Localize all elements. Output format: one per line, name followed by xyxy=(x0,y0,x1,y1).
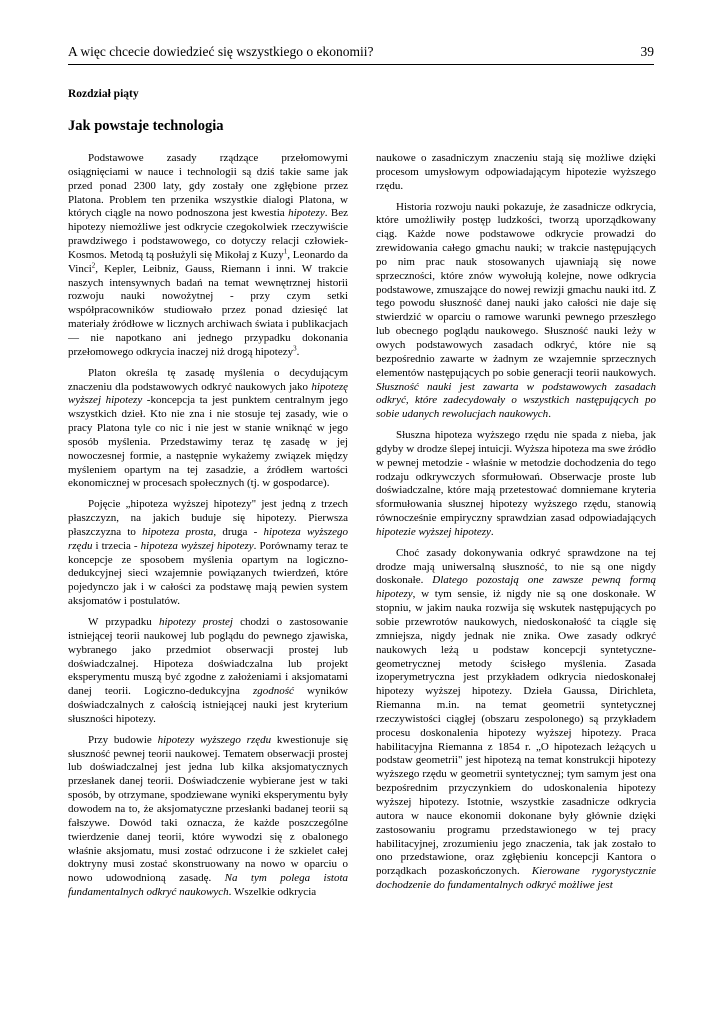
paragraph-text: , druga - xyxy=(213,525,264,538)
paragraph-text: -koncepcja ta jest punktem centralnym jego wszystkich dzieł. Kto nie zna i nie stosuje tej zasady, wie o pracy Platona tyle co nic i nie jest w stanie wniknąć w jego sposób myślenia. Przedstawimy teraz tę zasadę w jej nowoczesnej formie, a następnie wykażemy związek między myśleniem opartym na tej zasadzie, a źródłem wartości ekonomicznej w procesach społecznych (tj. w gospodarce). xyxy=(68,394,348,490)
emphasis-text: hipotezy xyxy=(288,207,325,220)
running-header-title: A więc chcecie dowiedzieć się wszystkiego o ekonomii? xyxy=(68,44,374,59)
emphasis-text: Dlatego pozostają one zawsze pewną formą hipotezy xyxy=(376,574,656,601)
paragraph-text: . xyxy=(548,408,551,421)
emphasis-text: hipoteza wyższej hipotezy xyxy=(140,539,254,552)
paragraph xyxy=(376,429,656,540)
paragraph-text: Podstawowe zasady rządzące przełomowymi osiągnięciami w nauce i technologii są dziś takie same jak przed ponad 2300 laty, gdy zostały one zgłębione przez Platona. Problem ten przenika wszystkie dialogi Platona, w których ciągle na nowo podnoszona jest kwestia xyxy=(68,152,348,220)
chapter-label: Rozdział piąty xyxy=(68,88,139,100)
footnote-ref: 2 xyxy=(91,261,96,270)
paragraph-text: , Leonardo da Vinci xyxy=(68,248,348,275)
paragraph-text: Przy budowie xyxy=(88,733,158,746)
paragraph xyxy=(68,152,348,360)
paragraph xyxy=(376,201,656,423)
footnote-ref: 1 xyxy=(283,247,288,256)
emphasis-text: hipotezy prostej xyxy=(158,616,233,628)
left-column xyxy=(68,152,348,952)
paragraph xyxy=(68,734,348,900)
paragraph-text: . Bez hipotezy niemożliwe jest odkrycie czegokolwiek rzeczywiście prawdziwego i podstawowego, co dotyczy relacji człowiek-Kosmos. Metodą tą posłużyli się Mikołaj z Kuzy xyxy=(68,207,348,261)
paragraph xyxy=(68,616,348,727)
emphasis-text: Słuszność nauki jest zawarta w podstawowych zasadach odkryć, które zadecydowały o wszystkich następujących po sobie udanych rewolucjach naukowych xyxy=(376,380,656,421)
footnote-ref: 3 xyxy=(293,344,297,353)
emphasis-text: hipotezę wyższej hipotezy xyxy=(68,380,348,407)
paragraph-text: chodzi o zastosowanie istniejącej teorii naukowej lub poglądu do pewnego zjawiska, wybranego jako przedmiot obserwacji prostej lub doświadczalnej. Hipoteza doświadczalna lub projekt eksperymentu muszą być zgodne z założeniami i aksjomatami danej teorii. Logiczno-dedukcyjna xyxy=(68,616,348,698)
paragraph-text: Pojęcie „hipoteza wyższej hipotezy" jest jedną z trzech płaszczyzn, na jakich buduje się hipotezy. Pierwsza płaszczyzna to xyxy=(68,498,348,538)
paragraph-text: naukowe o zasadniczym znaczeniu stają się możliwe dzięki procesom umysłowym odpowiadającym hipotezie wyższego rzędu. xyxy=(376,152,656,192)
paragraph-text: . xyxy=(490,525,494,538)
paragraph-text: . Wszelkie odkrycia xyxy=(228,886,317,899)
paragraph-text: wyników doświadczalnych z całością istniejącej nauki jest kryterium słuszności hipotezy. xyxy=(68,685,348,725)
paragraph xyxy=(68,367,348,492)
emphasis-text: hipotezie wyższej hipotezy xyxy=(376,525,491,538)
paragraph-text: W przypadku xyxy=(88,616,159,628)
paragraph xyxy=(376,152,656,194)
emphasis-text: hipotezy wyższego rzędu xyxy=(157,733,272,746)
paragraph-text: Słuszna hipoteza wyższego rzędu nie spada z nieba, jak gdyby w drodze ślepej intuicji. Wyższa hipoteza ma swe źródło w pewnej metodzie - właśnie w metodzie dochodzenia do tego rodzaju odkrywczych sformułowań. Obserwacje proste lub doświadczalne, które mają przetestować domniemane kryteria sformułowania słusznej hipotezy wyższego rzędu, stanowią równocześnie empiryczny sprawdzian zasad odpowiadających xyxy=(376,429,656,525)
paragraph-text: . xyxy=(296,345,300,358)
body-text xyxy=(68,152,656,952)
paragraph-text: i trzecia - xyxy=(92,539,141,552)
paragraph xyxy=(376,547,656,893)
page-number: 39 xyxy=(640,44,654,59)
chapter-title: Jak powstaje technologia xyxy=(68,118,224,134)
emphasis-text: hipoteza prosta xyxy=(142,525,214,538)
paragraph-text: . Porównamy teraz te koncepcje ze sposobem myślenia opartym na logiczno-dedukcyjnej sieci wzajemnie powiązanych twierdzeń, które pojedynczo jak i w całości za podstawę mają pewien system aksjomatów i postulatów. xyxy=(68,539,348,608)
right-column xyxy=(376,152,656,952)
running-header xyxy=(68,44,654,65)
paragraph-text: Platon określa tę zasadę myślenia o decydującym znaczeniu dla podstawowych odkryć naukowych jako xyxy=(68,366,348,393)
paragraph-text: Choć zasady dokonywania odkryć sprawdzone na tej drodze mają uniwersalną słuszność, to nie są one nigdy doskonałe. xyxy=(376,546,656,587)
paragraph xyxy=(68,498,348,609)
paragraph-text: Historia rozwoju nauki pokazuje, że zasadnicze odkrycia, które umożliwiły postęp ludzkości, tworzą uporządkowany ciąg. Każde nowe podstawowe odkrycie prowadzi do zrewidowania całego gmachu nauki; w trakcie następujących po nim prac nauk stosowanych ujawniają się nowe sprzeczności, które znów wywołują kolejne, nowe odkrycia podstawowe, zmuszające do nowej rewizji gmachu nauki itd. Z tego powodu słuszność danej nauki jako całości nie daje się stwierdzić w oparciu o ramowe warunki pewnego przeszłego lub obecnego poglądu naukowego. Słuszność nauki leży w owych podstawowych zasadach odkryć, które nie są bezpośrednio zawarte w żadnym ze wzajemnie sprzecznych elementów następujących po sobie generacji teorii naukowych. xyxy=(376,200,656,379)
emphasis-text: Na tym polega istota fundamentalnych odkryć naukowych xyxy=(68,872,348,899)
paragraph-text: kwestionuje się słuszność pewnej teorii naukowej. Tematem obserwacji prostej lub doświadczalnej jest jedna lub kilka aksjomatycznych przesłanek danej teorii. Doświadczenie wybierane jest w taki sposób, by otrzymane, spodziewane wyniki eksperymentu były dowodem na to, że aksjomatyczne przesłanki badanej teorii są fałszywe. Dowód taki oznacza, że każde poszczególne twierdzenie danej teorii, które wywodzi się z obalonego właśnie aksjomatu, musi zostać odrzucone i że szkielet całej doktryny musi zostać skonstruowany na nowo w oparciu o nowo udowodnioną zasadę. xyxy=(68,733,348,885)
emphasis-text: hipoteza wyższego rzędu xyxy=(68,525,348,552)
paragraph-text: , Kepler, Leibniz, Gauss, Riemann i inni. W trakcie naszych intensywnych badań na temat wewnętrznej historii rozwoju nauki nowożytnej - przy czym setki współpracowników studiowało przez ponad dziesięć lat materiały źródłowe w licznych archiwach świata i publikacjach — nie napotkano ani jednego przypadku dokonania przełomowego odkrycia inaczej niż drogą hipotezy xyxy=(68,262,348,358)
paragraph-text: , w tym sensie, iż nigdy nie są one doskonałe. W stopniu, w jakim nauka rozwija się wskutek następujących po sobie przewrotów naukowych, niedoskonałość ta ciągle się zmniejsza, nigdy jednak nie znika. Owe zasady odkryć naukowych leżą u podstaw koncepcji syntetyczne-geometrycznej metody ścisłego myślenia. Zasada izoperymetryczna jest przykładem odkrycia niedoskonałej hipotezy wyższej hipotezy. Dzieła Gaussa, Dirichleta, Riemanna m.in. na temat geometrii syntetycznej rzeczywistości ciągłej (obszaru zespolonego) są przykładem procesu doskonalenia hipotezy wyższej hipotezy. Praca habilitacyjna Riemanna z 1854 r. „O hipotezach leżących u podstaw geometrii" jest hipotezą na temat konstrukcji hipotezy wyższego rzędu w geometrii syntetycznej; tym samym jest ona bezpośrednim przyczynkiem do udoskonalenia hipotezy wyższej hipotezy. Istotnie, wszystkie zasadnicze odkrycia autora w nauce ekonomii dokonane były głównie dzięki zastosowaniu programu przedstawionego w tej pracy habilitacyjnej, zrozumieniu jego znaczenia, tak jak zostało to ono przedstawione, oraz zgłębieniu koncepcji Kantora o porządkach pozaskończonych. xyxy=(376,588,656,878)
emphasis-text: zgodność xyxy=(252,685,294,698)
emphasis-text: Kierowane rygorystycznie dochodzenie do fundamentalnych odkryć możliwe jest xyxy=(376,865,656,892)
